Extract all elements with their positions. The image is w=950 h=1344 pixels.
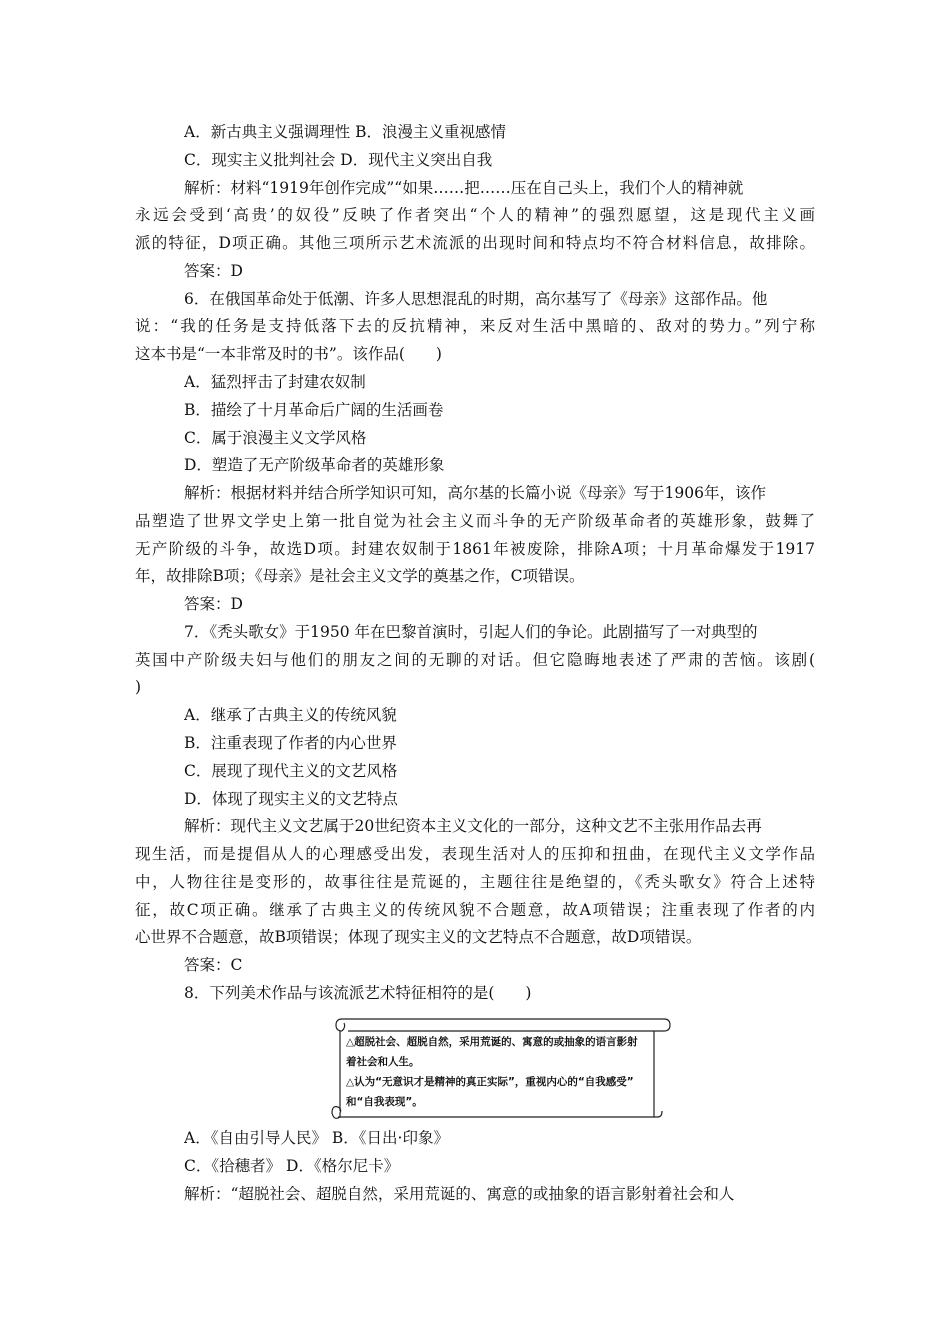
- q7-option-c: C．展现了现代主义的文艺风格: [184, 762, 398, 780]
- q7-analysis-line-5: 心世界不合题意，故B项错误；体现了现实主义的文艺特点不合题意，故D项错误。: [135, 928, 702, 946]
- q5-answer: 答案：D: [184, 262, 243, 280]
- figure-line-1: △超脱社会、超脱自然，采用荒诞的、寓意的或抽象的语言影射: [346, 1036, 638, 1048]
- q6-analysis-line-4: 年，故排除B项；《母亲》是社会主义文学的奠基之作，C项错误。: [135, 567, 585, 585]
- q5-analysis-line-2: 永远会受到‘高贵’的奴役”反映了作者突出“个人的精神”的强烈愿望，这是现代主义画: [135, 206, 815, 224]
- q8-options-ab: A．《自由引导人民》 B．《日出·印象》: [184, 1129, 449, 1147]
- q6-option-b: B．描绘了十月革命后广阔的生活画卷: [184, 401, 444, 419]
- q7-analysis-line-3: 中，人物往往是变形的，故事往往是荒诞的，主题往往是绝望的，《秃头歌女》符合上述特: [135, 873, 815, 891]
- q7-option-a: A．继承了古典主义的传统风貌: [184, 706, 397, 724]
- q8-scroll-figure: [328, 1013, 672, 1125]
- q8-options-cd: C．《拾穗者》 D．《格尔尼卡》: [184, 1157, 400, 1175]
- q6-stem-line-3: 这本书是“一本非常及时的书”。该作品( ): [135, 345, 442, 363]
- figure-line-3: △认为“无意识才是精神的真正实际”，重视内心的“自我感受”: [346, 1076, 634, 1088]
- q6-option-c: C．属于浪漫主义文学风格: [184, 429, 367, 447]
- q7-stem-line-3: ): [135, 678, 142, 696]
- q7-option-d: D．体现了现实主义的文艺特点: [184, 790, 398, 808]
- q6-option-d: D．塑造了无产阶级革命者的英雄形象: [184, 456, 445, 474]
- q7-analysis-line-1: 解析：现代主义文艺属于20世纪资本主义文化的一部分，这种文艺不主张用作品去再: [184, 817, 762, 835]
- figure-line-4: 和“自我表现”。: [346, 1096, 423, 1108]
- q8-analysis-line-1: 解析：“超脱社会、超脱自然，采用荒诞的、寓意的或抽象的语言影射着社会和人: [184, 1185, 735, 1203]
- q7-analysis-line-2: 现生活，而是提倡从人的心理感受出发，表现生活对人的压抑和扭曲，在现代主义文学作品: [135, 845, 815, 863]
- q6-analysis-line-2: 品塑造了世界文学史上第一批自觉为社会主义而斗争的无产阶级革命者的英雄形象，鼓舞了: [135, 512, 815, 530]
- q6-answer: 答案：D: [184, 595, 243, 613]
- q5-analysis-line-3: 派的特征，D项正确。其他三项所示艺术流派的出现时间和特点均不符合材料信息，故排除。: [135, 234, 815, 252]
- q5-options-cd: C．现实主义批判社会 D．现代主义突出自我: [184, 151, 493, 169]
- q7-stem-line-2: 英国中产阶级夫妇与他们的朋友之间的无聊的对话。但它隐晦地表述了严肃的苦恼。该剧(: [135, 651, 815, 669]
- q7-analysis-line-4: 征，故C项正确。继承了古典主义的传统风貌不合题意，故A项错误；注重表现了作者的内: [135, 901, 815, 919]
- q6-option-a: A．猛烈抨击了封建农奴制: [184, 373, 366, 391]
- q5-analysis-line-1: 解析：材料“1919年创作完成”“如果……把……压在自己头上，我们个人的精神就: [184, 179, 744, 197]
- q7-stem-line-1: 7．《秃头歌女》于1950 年在巴黎首演时，引起人们的争论。此剧描写了一对典型的: [184, 623, 758, 641]
- q6-stem-line-1: 6．在俄国革命处于低潮、许多人思想混乱的时期，高尔基写了《母亲》这部作品。他: [184, 290, 768, 308]
- q5-options-ab: A．新古典主义强调理性 B．浪漫主义重视感情: [184, 123, 507, 141]
- q6-stem-line-2: 说：“我的任务是支持低落下去的反抗精神，来反对生活中黑暗的、敌对的势力。”列宁称: [135, 317, 815, 335]
- q8-stem: 8．下列美术作品与该流派艺术特征相符的是( ): [184, 984, 532, 1002]
- figure-line-2: 着社会和人生。: [346, 1056, 420, 1068]
- q6-analysis-line-3: 无产阶级的斗争，故选D项。封建农奴制于1861年被废除，排除A项；十月革命爆发于1917: [135, 540, 815, 558]
- q7-option-b: B．注重表现了作者的内心世界: [184, 734, 397, 752]
- q7-answer: 答案：C: [184, 956, 243, 974]
- q6-analysis-line-1: 解析：根据材料并结合所学知识可知，高尔基的长篇小说《母亲》写于1906年，该作: [184, 484, 766, 502]
